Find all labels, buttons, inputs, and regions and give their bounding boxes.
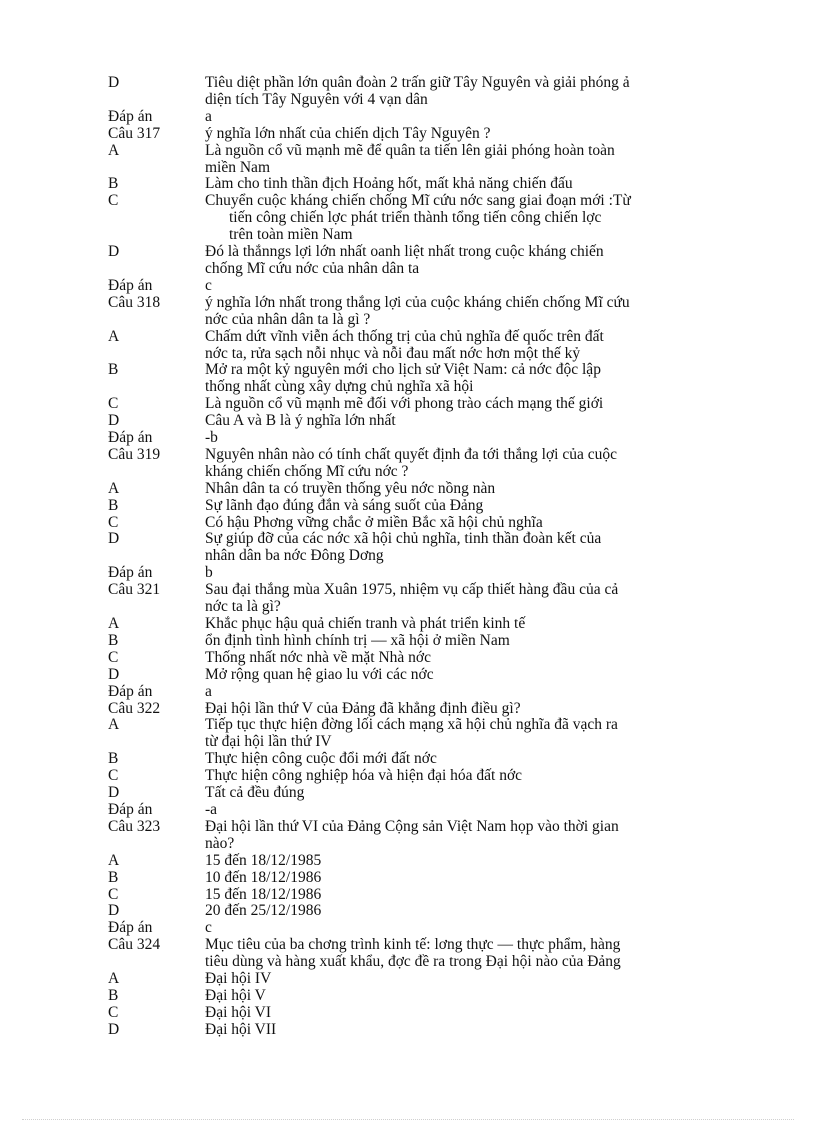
option-text [205,650,748,667]
text-line: -a [205,800,218,818]
answer-label: Đáp án [108,564,153,582]
answer-label: Đáp án [108,682,153,700]
option-letter: A [108,327,120,345]
question-number: Câu 317 [108,124,161,142]
option-letter: A [108,615,120,632]
option-row [108,515,748,532]
option-letter: C [108,648,119,666]
text-line: Mục tiêu của ba chơng trình kinh tế: lơng thực — thực phẩm, hàng [205,936,621,954]
option-letter: C [108,513,119,531]
option-row [108,176,748,193]
text-line: diện tích Tây Nguyên với 4 vạn dân [205,90,428,108]
answer-value [205,684,748,701]
option-text [205,853,748,870]
text-line: Đại hội VI [205,1003,272,1021]
text-line: Câu A và B là ý nghĩa lớn nhất [205,412,396,430]
option-letter: D [108,412,120,430]
text-line: Mở ra một kỷ nguyên mới cho lịch sử Việt Nam: cả nớc độc lập [205,361,601,379]
option-row [108,768,748,785]
text-line: Chấm dứt vĩnh viễn ách thống trị của chủ nghĩa đế quốc trên đất [205,327,604,345]
option-text [205,481,748,498]
text-line: Đại hội lần thứ VI của Đảng Cộng sản Việt Nam họp vào thời gian [205,817,619,835]
text-line: ý nghĩa lớn nhất trong thắng lợi của cuộc kháng chiến chống Mĩ cứu [205,293,630,311]
text-line: Có hậu Phơng vững chắc ở miền Bắc xã hội chủ nghĩa [205,513,543,531]
question-text [205,701,748,718]
option-text [205,768,748,785]
option-text [205,887,748,904]
text-line: tiêu dùng và hàng xuất khẩu, đợc đề ra trong Đại hội nào của Đảng [205,953,621,971]
option-row [108,498,748,515]
answer-label: Đáp án [108,919,153,937]
text-line: thống nhất cùng xây dựng chủ nghĩa xã hội [205,378,474,396]
text-line: ý nghĩa lớn nhất của chiến dịch Tây Nguyên ? [205,124,491,142]
answer-row [108,109,748,126]
option-text [205,143,748,177]
text-line: a [205,107,212,125]
answer-row [108,430,748,447]
option-letter: C [108,192,119,210]
text-line: từ đại hội lần thứ IV [205,733,332,751]
text-line: miền Nam [205,158,270,176]
option-text [205,498,748,515]
option-text [205,244,748,278]
option-text [205,413,748,430]
option-row [108,329,748,363]
option-letter: C [108,1003,119,1021]
option-text [205,329,748,363]
option-row [108,362,748,396]
answer-value [205,920,748,937]
option-letter: B [108,361,119,379]
option-text [205,1005,748,1022]
option-text [205,971,748,988]
question-text [205,819,748,853]
option-row [108,396,748,413]
text-line: Sự lãnh đạo đúng đắn và sáng suốt của Đảng [205,496,484,514]
option-row [108,650,748,667]
text-line: 10 đến 18/12/1986 [205,868,322,886]
answer-label: Đáp án [108,800,153,818]
option-row [108,717,748,751]
option-row [108,413,748,430]
text-line: c [205,919,212,937]
text-line: Chuyển cuộc kháng chiến chống Mĩ cứu nớc sang giai đoạn mới :Từ [205,192,631,210]
text-line: Đại hội VII [205,1020,277,1038]
option-text [205,515,748,532]
question-number: Câu 323 [108,817,161,835]
text-line: 15 đến 18/12/1985 [205,851,322,869]
question-row [108,447,748,481]
question-text [205,582,748,616]
answer-row [108,920,748,937]
text-line: Là nguồn cổ vũ mạnh mẽ để quân ta tiến lên giải phóng hoàn toàn [205,141,615,159]
text-line: nớc ta, rửa sạch nỗi nhục và nỗi đau mất nớc hơn một thế kỷ [205,344,581,362]
option-row [108,903,748,920]
question-row [108,819,748,853]
option-letter: D [108,665,120,683]
option-letter: B [108,175,119,193]
answer-label: Đáp án [108,276,153,294]
option-letter: D [108,530,120,548]
text-line: Sau đại thắng mùa Xuân 1975, nhiệm vụ cấp thiết hàng đầu của cả [205,581,619,599]
option-letter: D [108,74,120,91]
option-row [108,193,748,244]
option-row [108,1005,748,1022]
question-text [205,295,748,329]
text-line: ổn định tình hình chính trị — xã hội ở miền Nam [205,631,510,649]
answer-row [108,278,748,295]
text-line: nhân dân ba nớc Đông Dơng [205,547,384,565]
option-row [108,887,748,904]
option-letter: B [108,496,119,514]
option-letter: D [108,902,120,920]
text-line: Đại hội lần thứ V của Đảng đã khẳng định điều gì? [205,699,521,717]
text-line: nớc của nhân dân ta là gì ? [205,310,371,328]
option-row [108,988,748,1005]
answer-row [108,684,748,701]
text-line: Là nguồn cổ vũ mạnh mẽ đối với phong trào cách mạng thế giới [205,395,604,413]
option-text [205,870,748,887]
option-text [205,988,748,1005]
answer-label: Đáp án [108,107,153,125]
option-row [108,751,748,768]
option-row [108,870,748,887]
text-line: Mở rộng quan hệ giao lu với các nớc [205,665,434,683]
text-line: Đại hội V [205,986,266,1004]
option-text [205,717,748,751]
question-number: Câu 324 [108,936,161,954]
option-row [108,971,748,988]
option-letter: C [108,885,119,903]
answer-value [205,802,748,819]
option-row [108,531,748,565]
text-line: trên toàn miền Nam [229,226,353,244]
question-row [108,701,748,718]
text-line: nớc ta là gì? [205,598,281,616]
option-letter: B [108,631,119,649]
option-text [205,1022,748,1039]
page-bottom-divider [22,1119,794,1120]
option-letter: A [108,141,120,159]
text-line: c [205,276,212,294]
option-letter: A [108,970,120,988]
option-row [108,633,748,650]
option-row [108,481,748,498]
option-text [205,362,748,396]
option-letter: B [108,868,119,886]
option-letter: D [108,243,120,261]
option-row [108,616,748,633]
question-text [205,447,748,481]
option-row [108,1022,748,1039]
option-text [205,75,748,109]
answer-value [205,565,748,582]
answer-row [108,565,748,582]
option-text [205,667,748,684]
text-line: Đại hội IV [205,970,272,988]
option-text [205,785,748,802]
option-letter: D [108,784,120,802]
question-row [108,295,748,329]
text-line: nào? [205,834,235,852]
answer-value [205,278,748,295]
question-row [108,582,748,616]
option-text [205,751,748,768]
text-line: Thực hiện công nghiệp hóa và hiện đại hóa đất nớc [205,767,523,785]
option-text [205,616,748,633]
option-letter: A [108,851,120,869]
option-letter: B [108,750,119,768]
option-text [205,903,748,920]
text-line: Thực hiện công cuộc đổi mới đất nớc [205,750,437,768]
text-line: tiến công chiến lợc phát triển thành tổng tiến công chiến lợc [229,209,602,227]
text-line: Tiếp tục thực hiện đờng lối cách mạng xã hội chủ nghĩa đã vạch ra [205,716,618,734]
option-row [108,853,748,870]
question-list [108,75,748,1039]
option-row [108,667,748,684]
option-text [205,531,748,565]
option-row [108,785,748,802]
answer-value [205,109,748,126]
answer-value [205,430,748,447]
option-text [205,176,748,193]
text-line: kháng chiến chống Mĩ cứu nớc ? [205,462,409,480]
text-line: b [205,564,213,582]
text-line: Tiêu diệt phần lớn quân đoàn 2 trấn giữ Tây Nguyên và giải phóng ả [205,74,630,91]
option-row [108,244,748,278]
text-line: Làm cho tinh thần địch Hoảng hốt, mất khả năng chiến đấu [205,175,573,193]
option-letter: B [108,986,119,1004]
question-number: Câu 321 [108,581,161,599]
option-letter: A [108,716,120,734]
text-line: Tất cả đều đúng [205,784,305,802]
text-line: Khắc phục hậu quả chiến tranh và phát triển kinh tế [205,615,526,632]
option-text [205,633,748,650]
question-number: Câu 319 [108,445,161,463]
option-letter: A [108,479,120,497]
text-line: -b [205,429,218,447]
text-line: 15 đến 18/12/1986 [205,885,322,903]
option-letter: C [108,767,119,785]
question-text [205,937,748,971]
question-number: Câu 322 [108,699,161,717]
option-row [108,75,748,109]
text-line: a [205,682,212,700]
option-row [108,143,748,177]
question-text [205,126,748,143]
text-line: 20 đến 25/12/1986 [205,902,322,920]
answer-row [108,802,748,819]
question-number: Câu 318 [108,293,161,311]
text-line: chống Mĩ cứu nớc của nhân dân ta [205,259,420,277]
text-line: Đó là thắnngs lợi lớn nhất oanh liệt nhất trong cuộc kháng chiến [205,243,604,261]
text-line: Thống nhất nớc nhà về mặt Nhà nớc [205,648,432,666]
option-letter: C [108,395,119,413]
text-line: Nhân dân ta có truyền thống yêu nớc nồng nàn [205,479,496,497]
text-line: Sự giúp đỡ của các nớc xã hội chủ nghĩa, tinh thần đoàn kết của [205,530,602,548]
question-row [108,937,748,971]
option-text [205,396,748,413]
option-letter: D [108,1020,120,1038]
option-text [205,193,748,244]
answer-label: Đáp án [108,429,153,447]
text-line: Nguyên nhân nào có tính chất quyết định đa tới thắng lợi của cuộc [205,445,617,463]
question-row [108,126,748,143]
